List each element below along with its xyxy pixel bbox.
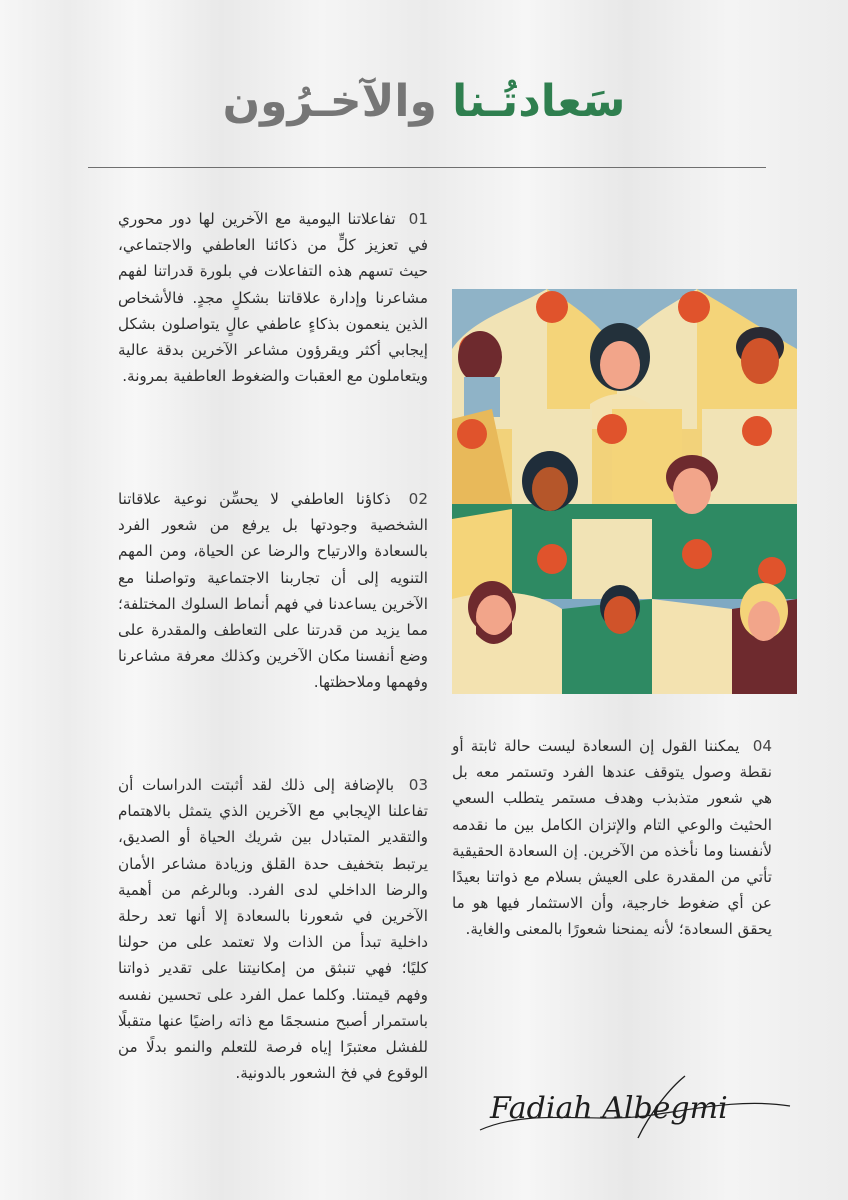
paragraph-02 — [118, 486, 428, 696]
title-divider — [88, 167, 766, 168]
paragraph-text: تفاعلاتنا اليومية مع الآخرين لها دور محوري في تعزيز كلٍّ من ذكائنا العاطفي والاجتماعي، حيث تسهم هذه التفاعلات في بلورة قدراتنا لفهم مشاعرنا وإدارة علاقاتنا بشكلٍ مجدٍ. فالأشخاص الذين ينعمون بذكاءٍ عاطفي عالٍ يتواصلون بشكل إيجابي أكثر ويقرؤون مشاعر الآخرين بدقة عالية ويتعاملون مع العقبات والضغوط العاطفية بمرونة. — [118, 210, 428, 386]
paragraph-number: 01 — [408, 210, 428, 228]
paragraph-number: 02 — [408, 490, 428, 508]
title-part-2: والآخـرُون — [222, 76, 437, 127]
author-signature — [470, 1068, 800, 1148]
signature-text: Fadiah Albegmi — [490, 1091, 728, 1126]
paragraph-text: بالإضافة إلى ذلك لقد أثبتت الدراسات أن تفاعلنا الإيجابي مع الآخرين الذي يتمثل بالاهتمام والتقدير المتبادل بين شريك الحياة أو الصديق، يرتبط بتخفيف حدة القلق وزيادة مشاعر الأمان والرضا الداخلي لدى الفرد. وبالرغم من أهمية الآخرين في شعورنا بالسعادة إلا أنها تعد رحلة داخلية تبدأ من الذات ولا تعتمد على من حولنا كليًا؛ فهي تنبثق من إمكانيتنا على تقدير ذواتنا وفهم قيمتنا. وكلما عمل الفرد على تحسين نفسه باستمرار أصبح منسجمًا مع ذاته راضيًا عنها متقبلًا للفشل معتبرًا إياه فرصة للتعلم والنمو بدلًا من الوقوع في فخ الشعور بالدونية. — [118, 776, 428, 1083]
paragraph-number: 04 — [752, 737, 773, 755]
page-title — [0, 62, 848, 142]
paragraph-text: ذكاؤنا العاطفي لا يحسِّن نوعية علاقاتنا الشخصية وجودتها بل يرفع من شعور الفرد بالسعادة والارتياح والرضا عن الحياة، ومن المهم التنويه إلى أن تجاربنا الاجتماعية وتواصلنا مع الآخرين يساعدنا في فهم أنماط السلوك المختلفة؛ مما يزيد من قدرتنا على التعاطف والمقدرة على وضع أنفسنا مكان الآخرين وكذلك معرفة مشاعرنا وفهمها وملاحظتها. — [118, 490, 428, 692]
paragraph-number: 03 — [408, 776, 429, 794]
paragraph-01 — [118, 206, 428, 389]
paragraph-text: يمكننا القول إن السعادة ليست حالة ثابتة أو نقطة وصول يتوقف عندها الفرد وتستمر معه بل هي شعور متذبذب وهدف مستمر يتطلب السعي الحثيث والوعي التام والإتزان الكامل بين ما نقدمه لأنفسنا وما نأخذه من الآخرين. إن السعادة الحقيقية تأتي من المقدرة على العيش بسلام مع ذواتنا بعيدًا عن أي ضغوط خارجية، وأن الاستثمار فيها هو ما يحقق السعادة؛ لأنه يمنحنا شعورًا بالمعنى والغاية. — [452, 737, 772, 939]
paragraph-03 — [118, 772, 428, 1086]
person-head — [458, 331, 502, 417]
people-connection-illustration — [452, 289, 797, 694]
paragraph-04 — [452, 733, 772, 943]
title-part-1: سَعادتُـنا — [452, 76, 626, 127]
person-head — [522, 451, 578, 511]
